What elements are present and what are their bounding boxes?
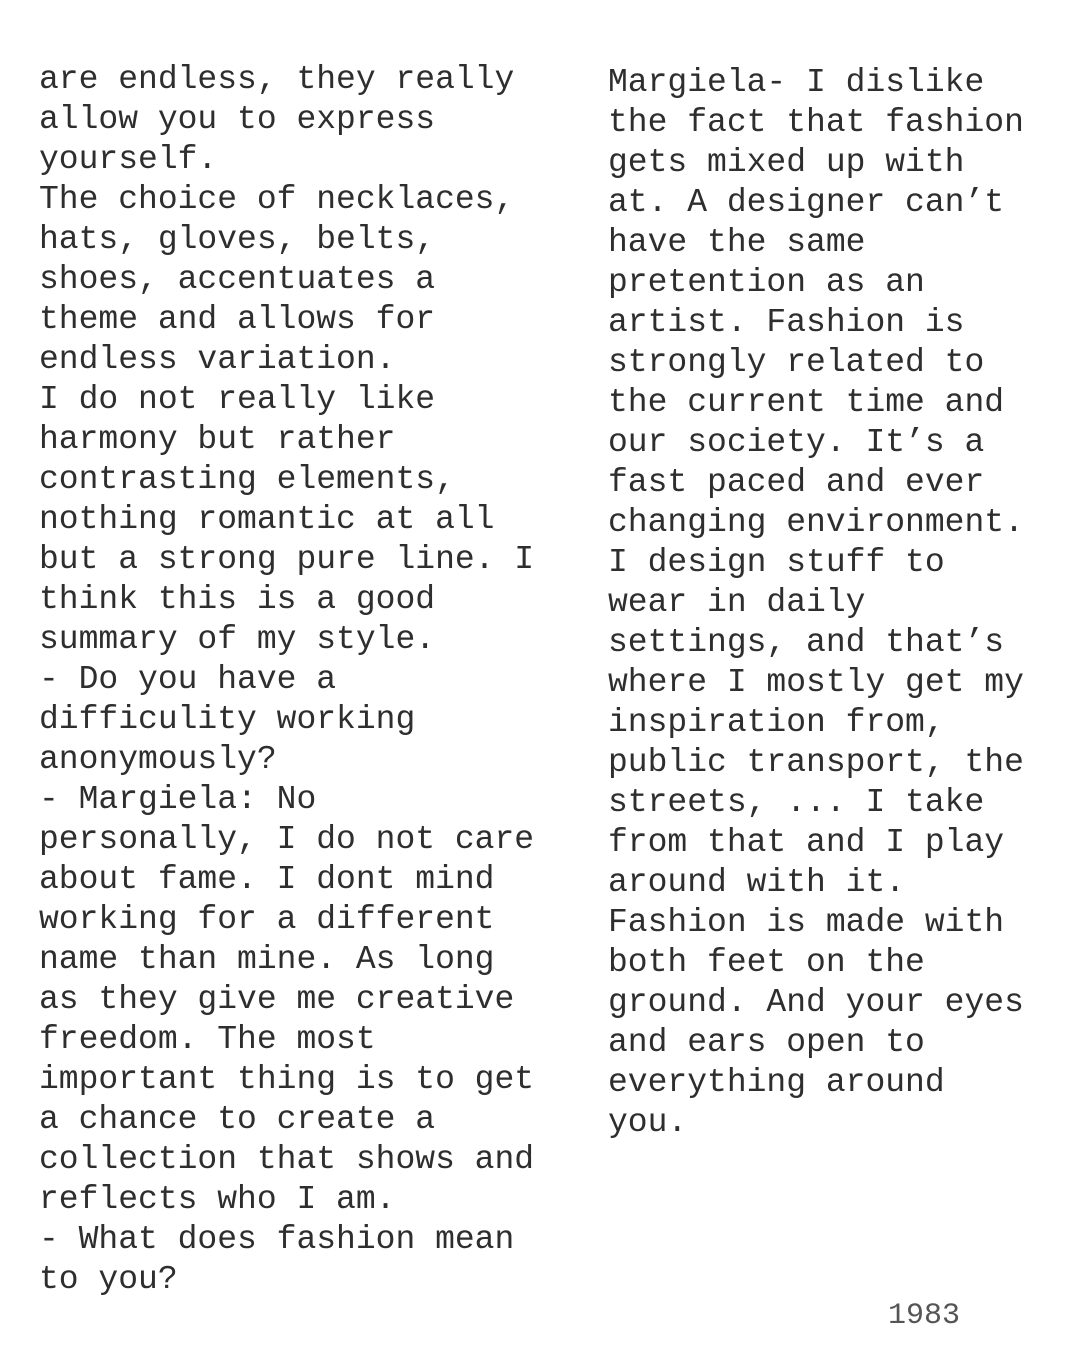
text-line: are endless, they really <box>39 61 515 98</box>
text-line: important thing is to get <box>39 1061 535 1098</box>
text-line: our society. It’s a <box>608 424 985 461</box>
text-line: The choice of necklaces, <box>39 181 515 218</box>
text-line: inspiration from, <box>608 704 945 741</box>
text-line: hats, gloves, belts, <box>39 221 436 258</box>
text-line: Margiela- I dislike <box>608 64 985 101</box>
text-line: summary of my style. <box>39 621 436 658</box>
text-line: I do not really like <box>39 381 436 418</box>
text-line: around with it. <box>608 864 906 901</box>
text-line: at. A designer can’t <box>608 184 1005 221</box>
text-line: - Do you have a <box>39 661 337 698</box>
text-line: difficulity working <box>39 701 416 738</box>
text-line: name than mine. As long <box>39 941 495 978</box>
text-line: a chance to create a <box>39 1101 436 1138</box>
text-line: I design stuff to <box>608 544 945 581</box>
text-line: personally, I do not care <box>39 821 535 858</box>
text-line: artist. Fashion is <box>608 304 965 341</box>
text-line: think this is a good <box>39 581 436 618</box>
text-line: working for a different <box>39 901 495 938</box>
text-line: gets mixed up with <box>608 144 965 181</box>
year-label: 1983 <box>888 1299 961 1333</box>
text-line: where I mostly get my <box>608 664 1024 701</box>
text-line: the fact that fashion <box>608 104 1024 141</box>
text-line: but a strong pure line. I <box>39 541 535 578</box>
text-line: changing environment. <box>608 504 1024 541</box>
text-line: contrasting elements, <box>39 461 455 498</box>
text-line: ground. And your eyes <box>608 984 1024 1021</box>
text-line: as they give me creative <box>39 981 515 1018</box>
text-line: Fashion is made with <box>608 904 1005 941</box>
text-line: both feet on the <box>608 944 925 981</box>
text-line: yourself. <box>39 141 218 178</box>
text-line: endless variation. <box>39 341 396 378</box>
text-line: about fame. I dont mind <box>39 861 495 898</box>
text-line: - Margiela: No <box>39 781 317 818</box>
text-line: shoes, accentuates a <box>39 261 436 298</box>
text-line: harmony but rather <box>39 421 396 458</box>
text-line: to you? <box>39 1261 178 1298</box>
text-line: wear in daily <box>608 584 866 621</box>
text-line: - What does fashion mean <box>39 1221 515 1258</box>
text-line: from that and I play <box>608 824 1005 861</box>
text-line: allow you to express <box>39 101 436 138</box>
text-line: freedom. The most <box>39 1021 376 1058</box>
text-line: you. <box>608 1104 688 1141</box>
text-line: public transport, the <box>608 744 1024 781</box>
text-line: settings, and that’s <box>608 624 1005 661</box>
text-line: everything around <box>608 1064 945 1101</box>
text-line: anonymously? <box>39 741 277 778</box>
text-line: theme and allows for <box>39 301 436 338</box>
left-text-column <box>39 60 559 1300</box>
text-line: reflects who I am. <box>39 1181 396 1218</box>
text-line: streets, ... I take <box>608 784 985 821</box>
text-line: nothing romantic at all <box>39 501 495 538</box>
text-line: have the same <box>608 224 866 261</box>
right-text-column <box>608 63 1068 1143</box>
text-line: collection that shows and <box>39 1141 535 1178</box>
text-line: strongly related to <box>608 344 985 381</box>
text-line: pretention as an <box>608 264 925 301</box>
text-line: fast paced and ever <box>608 464 985 501</box>
text-line: and ears open to <box>608 1024 925 1061</box>
text-line: the current time and <box>608 384 1005 421</box>
